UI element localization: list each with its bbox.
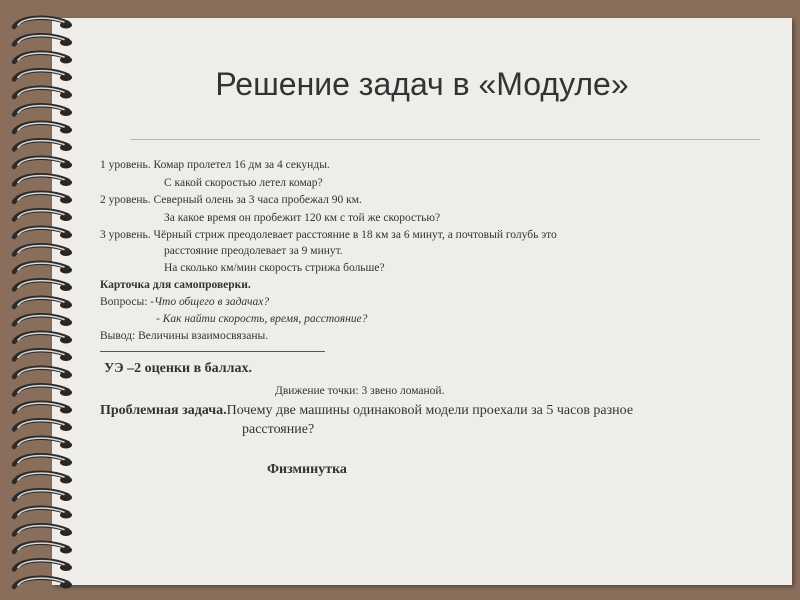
level-2-problem: 2 уровень. Северный олень за 3 часа пробежал 90 км. [100, 194, 362, 206]
separator-line [100, 351, 325, 352]
motion-line: Движение точки: 3 звено ломаной. [275, 385, 445, 397]
question-2: - Как найти скорость, время, расстояние? [156, 313, 368, 325]
level-1-question: С какой скоростью летел комар? [164, 177, 323, 189]
conclusion: Вывод: Величины взаимосвязаны. [100, 330, 269, 342]
level-1-problem: 1 уровень. Комар пролетел 16 дм за 4 секунды. [100, 159, 330, 171]
slide-title: Решение задач в «Модуле» [215, 66, 629, 102]
problem-text-cont: расстояние? [242, 422, 315, 437]
problem-label: Проблемная задача. [100, 403, 227, 418]
title-divider [130, 139, 760, 140]
questions-line [100, 295, 269, 309]
self-check-card: Карточка для самопроверки. [100, 279, 251, 291]
ue-heading: УЭ –2 оценки в баллах. [104, 361, 252, 376]
problem-text: Почему две машины одинаковой модели проехали за 5 часов разное [226, 403, 634, 418]
level-2-question: За какое время он пробежит 120 км с той же скоростью? [164, 212, 441, 224]
problem-line [100, 402, 633, 419]
level-3-problem-cont: расстояние преодолевает за 9 минут. [164, 245, 343, 257]
level-3-question: На сколько км/мин скорость стрижа больше? [164, 262, 385, 274]
questions-label: Вопросы: - [100, 296, 155, 308]
question-1: Что общего в задачах? [154, 296, 270, 308]
fizminutka: Физминутка [267, 462, 347, 477]
level-3-problem: 3 уровень. Чёрный стриж преодолевает расстояние в 18 км за 6 минут, а почтовый голубь это [100, 229, 557, 241]
